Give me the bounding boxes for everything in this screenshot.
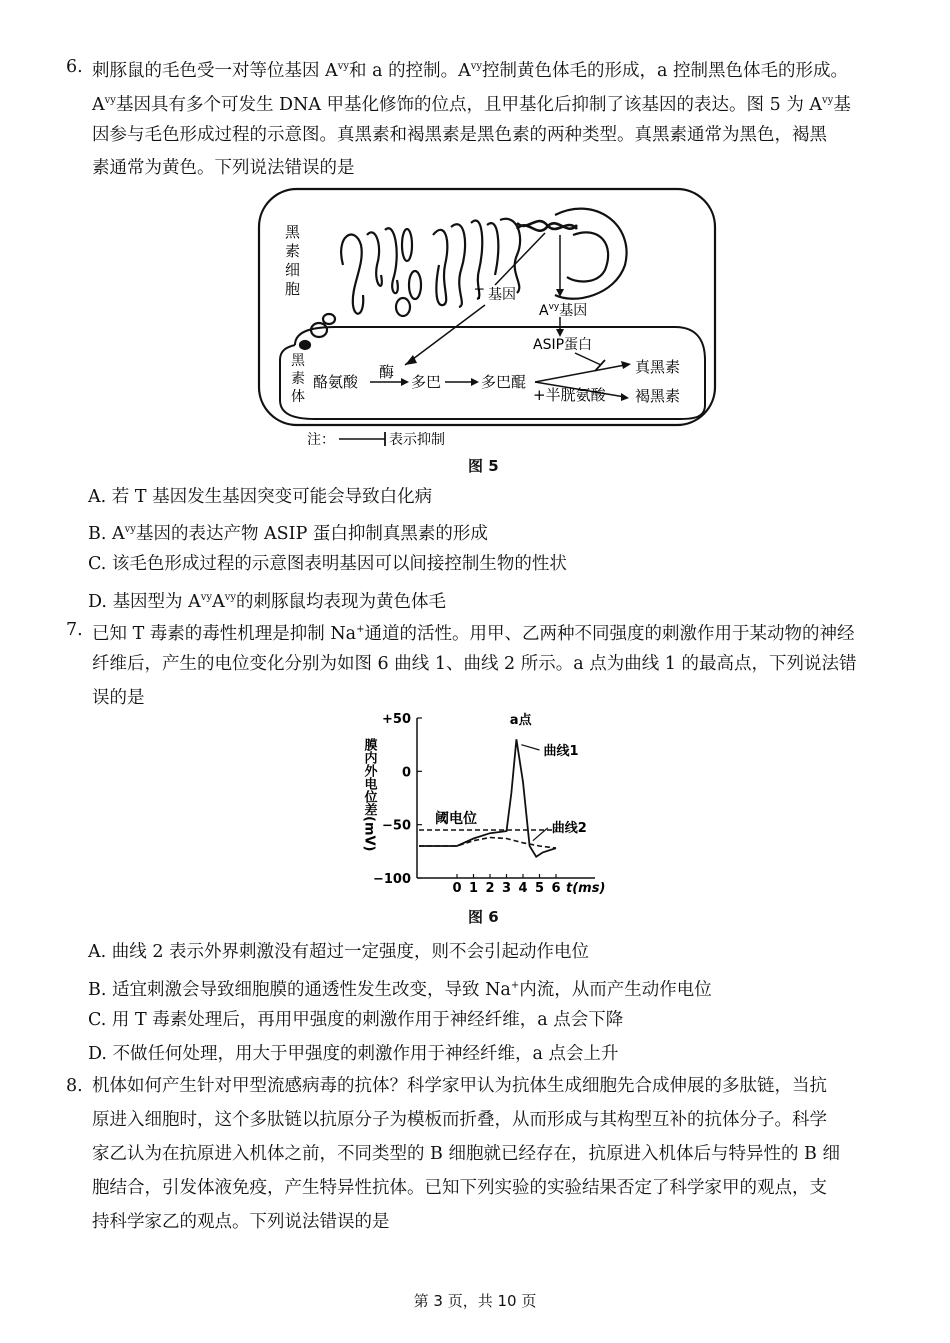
- question-text-line: 胞结合，引发体液免疫，产生特异性抗体。已知下列实验的实验结果否定了科学家甲的观点，支: [92, 1178, 827, 1198]
- dopaquinone-label: 多巴醌: [481, 373, 527, 391]
- legend-note-prefix: 注：: [307, 432, 335, 448]
- t-gene-label: T 基因: [475, 287, 517, 303]
- x-tick-label: 5: [534, 881, 545, 896]
- question-text-line: 误的是: [92, 688, 145, 708]
- cysteine-label: +半胱氨酸: [533, 386, 606, 404]
- y-tick-label: −50: [382, 818, 411, 834]
- melanosome-label: 黑: [291, 353, 305, 369]
- question-text-line: 机体如何产生针对甲型流感病毒的抗体？科学家甲认为抗体生成细胞先合成伸展的多肽链，当抗: [92, 1076, 827, 1096]
- y-tick-label: −100: [372, 872, 411, 887]
- legend-note-text: 表示抑制: [389, 432, 445, 448]
- option-b: B. 适宜刺激会导致细胞膜的通透性发生改变，导致 Na+内流，从而产生动作电位: [88, 980, 712, 1000]
- cell-label: 胞: [285, 280, 301, 298]
- figure-5-caption: 图 5: [468, 457, 499, 475]
- x-tick-label: 1: [468, 881, 479, 896]
- curve1-pointer: [521, 745, 539, 750]
- option-a: A. 曲线 2 表示外界刺激没有超过一定强度，则不会引起动作电位: [88, 942, 590, 962]
- question-text-line: 原进入细胞时，这个多肽链以抗原分子为模板而折叠，从而形成与其构型互补的抗体分子。科学: [92, 1110, 827, 1130]
- x-tick-label: 4: [518, 881, 528, 896]
- y-axis-label: 膜内外电位差(mV): [361, 738, 377, 852]
- question-text-line: 素通常为黄色。下列说法错误的是: [92, 158, 355, 178]
- option-d: D. 基因型为 $A^{vy}A^{vy}$的刺豚鼠均表现为黄色体毛: [88, 592, 447, 612]
- figure-6-chart: [355, 708, 615, 898]
- x-tick-label: 0: [452, 881, 462, 896]
- pheomelanin-label: 褐黑素: [635, 387, 681, 405]
- question-text-line: 刺豚鼠的毛色受一对等位基因 $A^{vy}$和 a 的控制。$A^{vy}$控制黄色体毛的形成，a 控制黑色体毛的形成。: [92, 61, 849, 81]
- option-b: B. $A^{vy}$基因的表达产物 ASIP 蛋白抑制真黑素的形成: [88, 524, 488, 544]
- x-tick-label: 2: [485, 881, 495, 896]
- asip-label: ASIP蛋白: [533, 337, 593, 353]
- option-d: D. 不做任何处理，用大于甲强度的刺激作用于神经纤维，a 点会上升: [88, 1044, 619, 1064]
- question-text-line: 已知 T 毒素的毒性机理是抑制 Na+通道的活性。用甲、乙两种不同强度的刺激作用于某动物的神经: [92, 624, 855, 644]
- enzyme-label: 酶: [379, 363, 395, 381]
- option-a: A. 若 T 基因发生基因突变可能会导致白化病: [88, 487, 433, 507]
- figure-5-diagram: [255, 185, 725, 450]
- x-axis-label: t(ms): [566, 881, 606, 896]
- curve1-label: 曲线1: [543, 744, 579, 759]
- question-number: 6.: [66, 57, 83, 77]
- t-gene-arrow: [405, 305, 485, 365]
- melanosome-label: 体: [291, 389, 305, 405]
- y-tick-label: 0: [401, 765, 411, 781]
- tyrosine-label: 酪氨酸: [313, 373, 359, 391]
- peak-label: a点: [509, 713, 532, 728]
- question-text-line: 纤维后，产生的电位变化分别为如图 6 曲线 1、曲线 2 所示。a 点为曲线 1 的最高点，下列说法错: [92, 654, 857, 674]
- x-tick-label: 6: [551, 881, 561, 896]
- question-text-line: 因参与毛色形成过程的示意图。真黑素和褐黑素是黑色素的两种类型。真黑素通常为黑色，褐黑: [92, 125, 827, 145]
- option-c: C. 用 T 毒素处理后，再用甲强度的刺激作用于神经纤维，a 点会下降: [88, 1010, 624, 1030]
- figure-6-caption: 图 6: [468, 908, 499, 926]
- dna-helix-drawing: [517, 221, 577, 231]
- cell-label: 细: [285, 261, 301, 279]
- question-number: 8.: [66, 1076, 83, 1096]
- option-c: C. 该毛色形成过程的示意图表明基因可以间接控制生物的性状: [88, 554, 567, 574]
- question-text-line: 持科学家乙的观点。下列说法错误的是: [92, 1212, 390, 1232]
- curve2-label: 曲线2: [551, 820, 587, 836]
- threshold-label: 阈电位: [435, 811, 477, 827]
- eumelanin-label: 真黑素: [635, 358, 681, 376]
- melanosome-label: 素: [291, 371, 305, 387]
- x-tick-label: 3: [501, 881, 512, 896]
- cell-label: 素: [285, 242, 301, 260]
- avy-gene-label: $A^{vy}$基因: [539, 302, 588, 319]
- cell-label: 黑: [285, 223, 301, 241]
- question-number: 7.: [66, 620, 83, 640]
- page-footer: 第 3 页，共 10 页: [413, 1292, 537, 1310]
- question-text-line: 家乙认为在抗原进入机体之前，不同类型的 B 细胞就已经存在，抗原进入机体后与特异性的 B 细: [92, 1144, 840, 1164]
- dopa-label: 多巴: [411, 373, 442, 391]
- y-tick-label: +50: [382, 712, 411, 727]
- question-text-line: $A^{vy}$基因具有多个可发生 DNA 甲基化修饰的位点，且甲基化后抑制了该基因的表达。图 5 为 $A^{vy}$基: [92, 95, 851, 115]
